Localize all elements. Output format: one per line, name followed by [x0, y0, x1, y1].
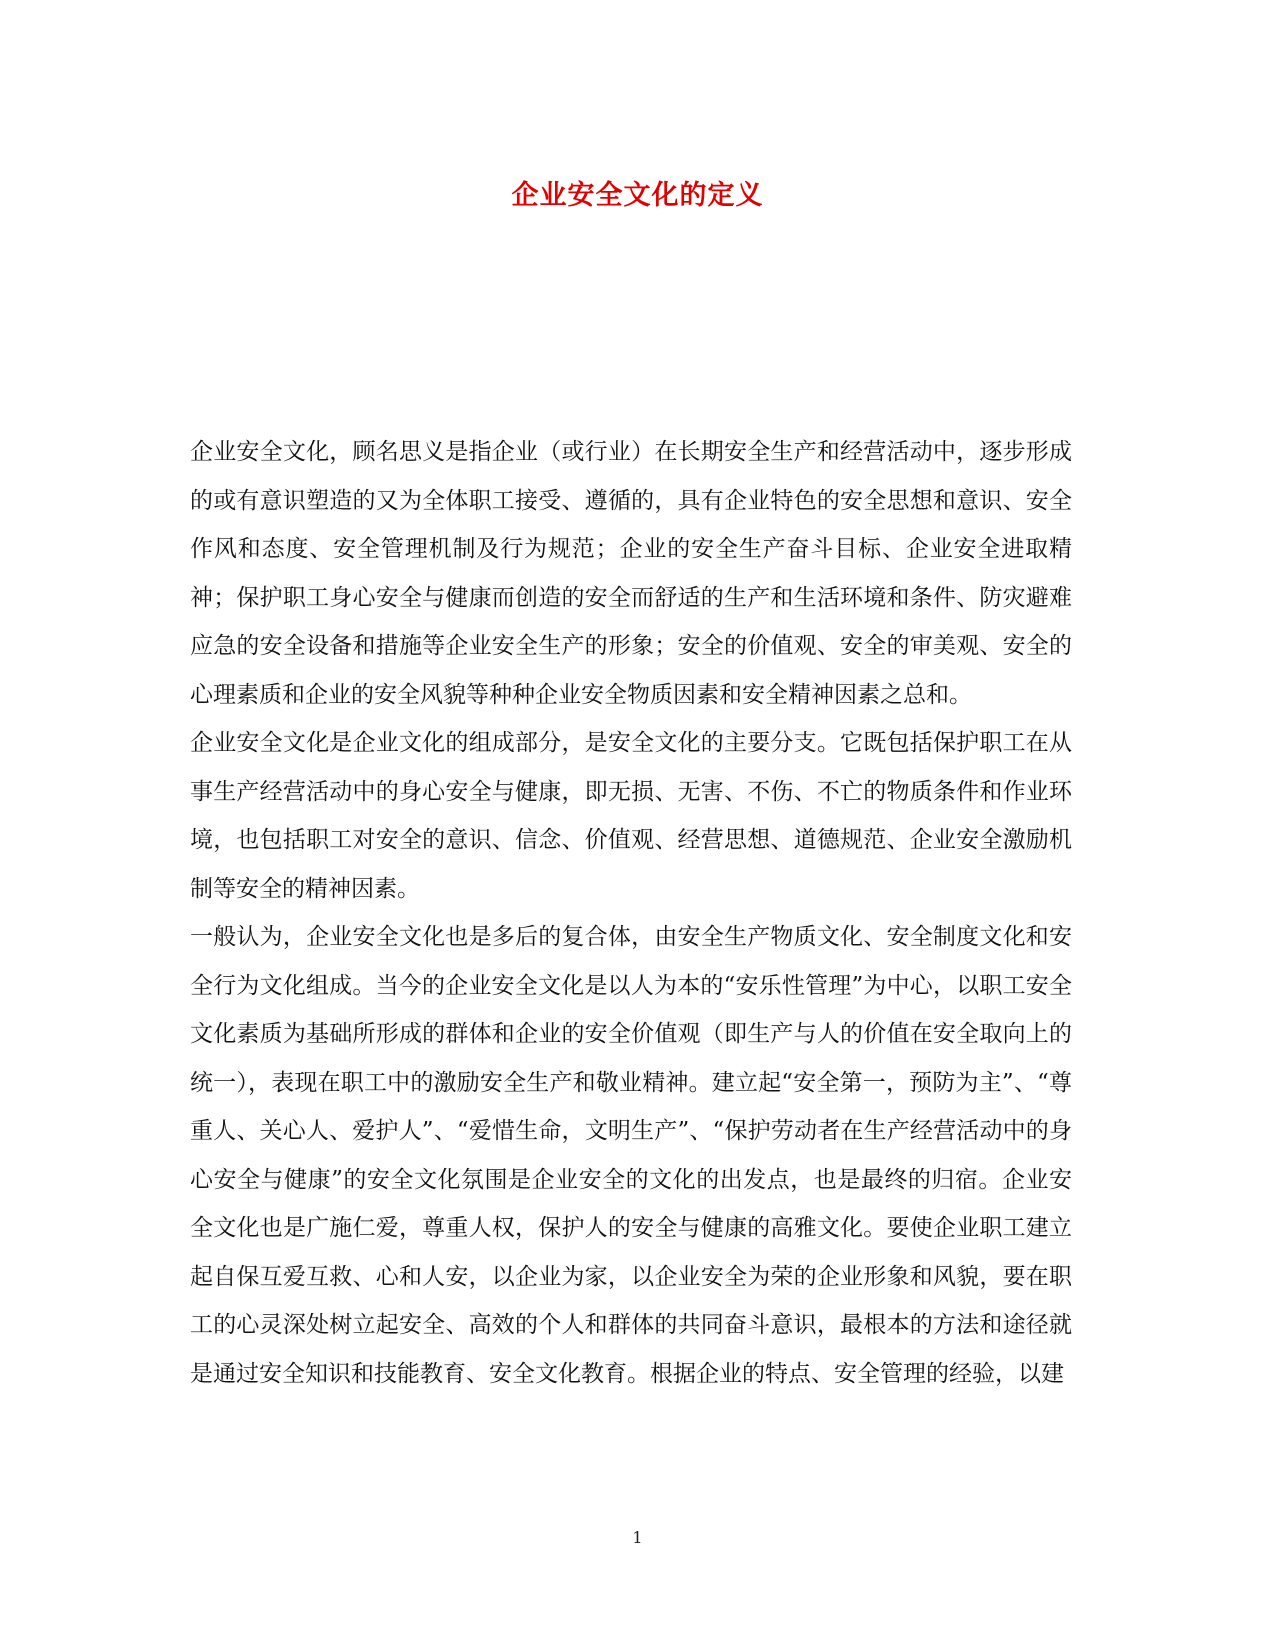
paragraph-1: 企业安全文化，顾名思义是指企业（或行业）在长期安全生产和经营活动中，逐步形成的或有意识塑造的又为全体职工接受、遵循的，具有企业特色的安全思想和意识、安全作风和态度、安全管理机制及行为规范；企业的安全生产奋斗目标、企业安全进取精神；保护职工身心安全与健康而创造的安全而舒适的生产和生活环境和条件、防灾避难应急的安全设备和措施等企业安全生产的形象；安全的价值观、安全的审美观、安全的心理素质和企业的安全风貌等种种企业安全物质因素和安全精神因素之总和。	[190, 439, 1072, 708]
document-body	[190, 428, 1072, 1398]
page-number: 1	[632, 1528, 643, 1547]
paragraph-3: 一般认为，企业安全文化也是多后的复合体，由安全生产物质文化、安全制度文化和安全行为文化组成。当今的企业安全文化是以人为本的“安乐性管理”为中心，以职工安全文化素质为基础所形成的群体和企业的安全价值观（即生产与人的价值在安全取向上的统一），表现在职工中的激励安全生产和敬业精神。建立起“安全第一，预防为主”、“尊重人、关心人、爱护人”、“爱惜生命，文明生产”、“保护劳动者在生产经营活动中的身心安全与健康”的安全文化氛围是企业安全的文化的出发点，也是最终的归宿。企业安全文化也是广施仁爱，尊重人权，保护人的安全与健康的高雅文化。要使企业职工建立起自保互爱互救、心和人安，以企业为家，以企业安全为荣的企业形象和风貌，要在职工的心灵深处树立起安全、高效的个人和群体的共同奋斗意识，最根本的方法和途径就是通过安全知识和技能教育、安全文化教育。根据企业的特点、安全管理的经验，以建	[190, 924, 1072, 1387]
document-title: 企业安全文化的定义	[511, 180, 764, 211]
paragraph-2: 企业安全文化是企业文化的组成部分，是安全文化的主要分支。它既包括保护职工在从事生产经营活动中的身心安全与健康，即无损、无害、不伤、不亡的物质条件和作业环境，也包括职工对安全的意识、信念、价值观、经营思想、道德规范、企业安全激励机制等安全的精神因素。	[190, 730, 1072, 902]
